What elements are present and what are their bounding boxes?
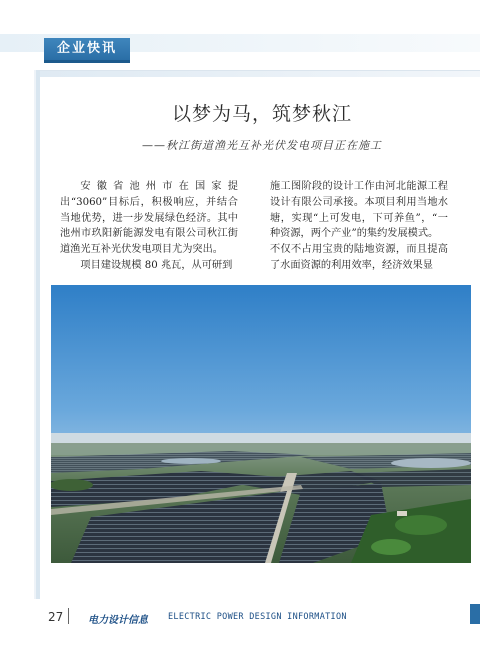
paragraph: 施工图阶段的设计工作由河北能源工程设计有限公司承接。本项目利用当地水塘，实现“上可发电，下可养鱼”，“一种资源，两个产业”的集约发展模式。	[270, 181, 448, 240]
aerial-solar-farm-photo	[51, 285, 471, 563]
paragraph: 不仅不占用宝贵的陆地资源，而且提高了水面资源的利用效率，经济效果显	[270, 244, 448, 271]
magazine-name-en: ELECTRIC POWER DESIGN INFORMATION	[168, 612, 347, 622]
paragraph: 项目建设规模 80 兆瓦，从可研到	[80, 259, 233, 271]
article-title: 以梦为马，筑梦秋江	[171, 103, 352, 125]
paragraph: 安徽省池州市在国家提出“3060”目标后，积极响应，并结合当地优势，进一步发展绿色经济。其中池州市玖阳新能源发电有限公司秋江街道渔光互补光伏发电项目尤为突出。	[60, 181, 238, 256]
article-card	[36, 70, 480, 599]
article-subtitle: ——秋江街道渔光互补光伏发电项目正在施工	[142, 139, 382, 152]
text-column-right	[270, 179, 448, 274]
card-top-border	[40, 71, 480, 77]
page-number: 27	[48, 610, 64, 624]
magazine-name-cn: 电力设计信息	[88, 615, 148, 626]
text-column-left	[60, 179, 238, 274]
footer-divider	[68, 608, 69, 624]
section-tag: 企业快讯	[44, 38, 130, 63]
page-edge-tab	[470, 604, 480, 624]
